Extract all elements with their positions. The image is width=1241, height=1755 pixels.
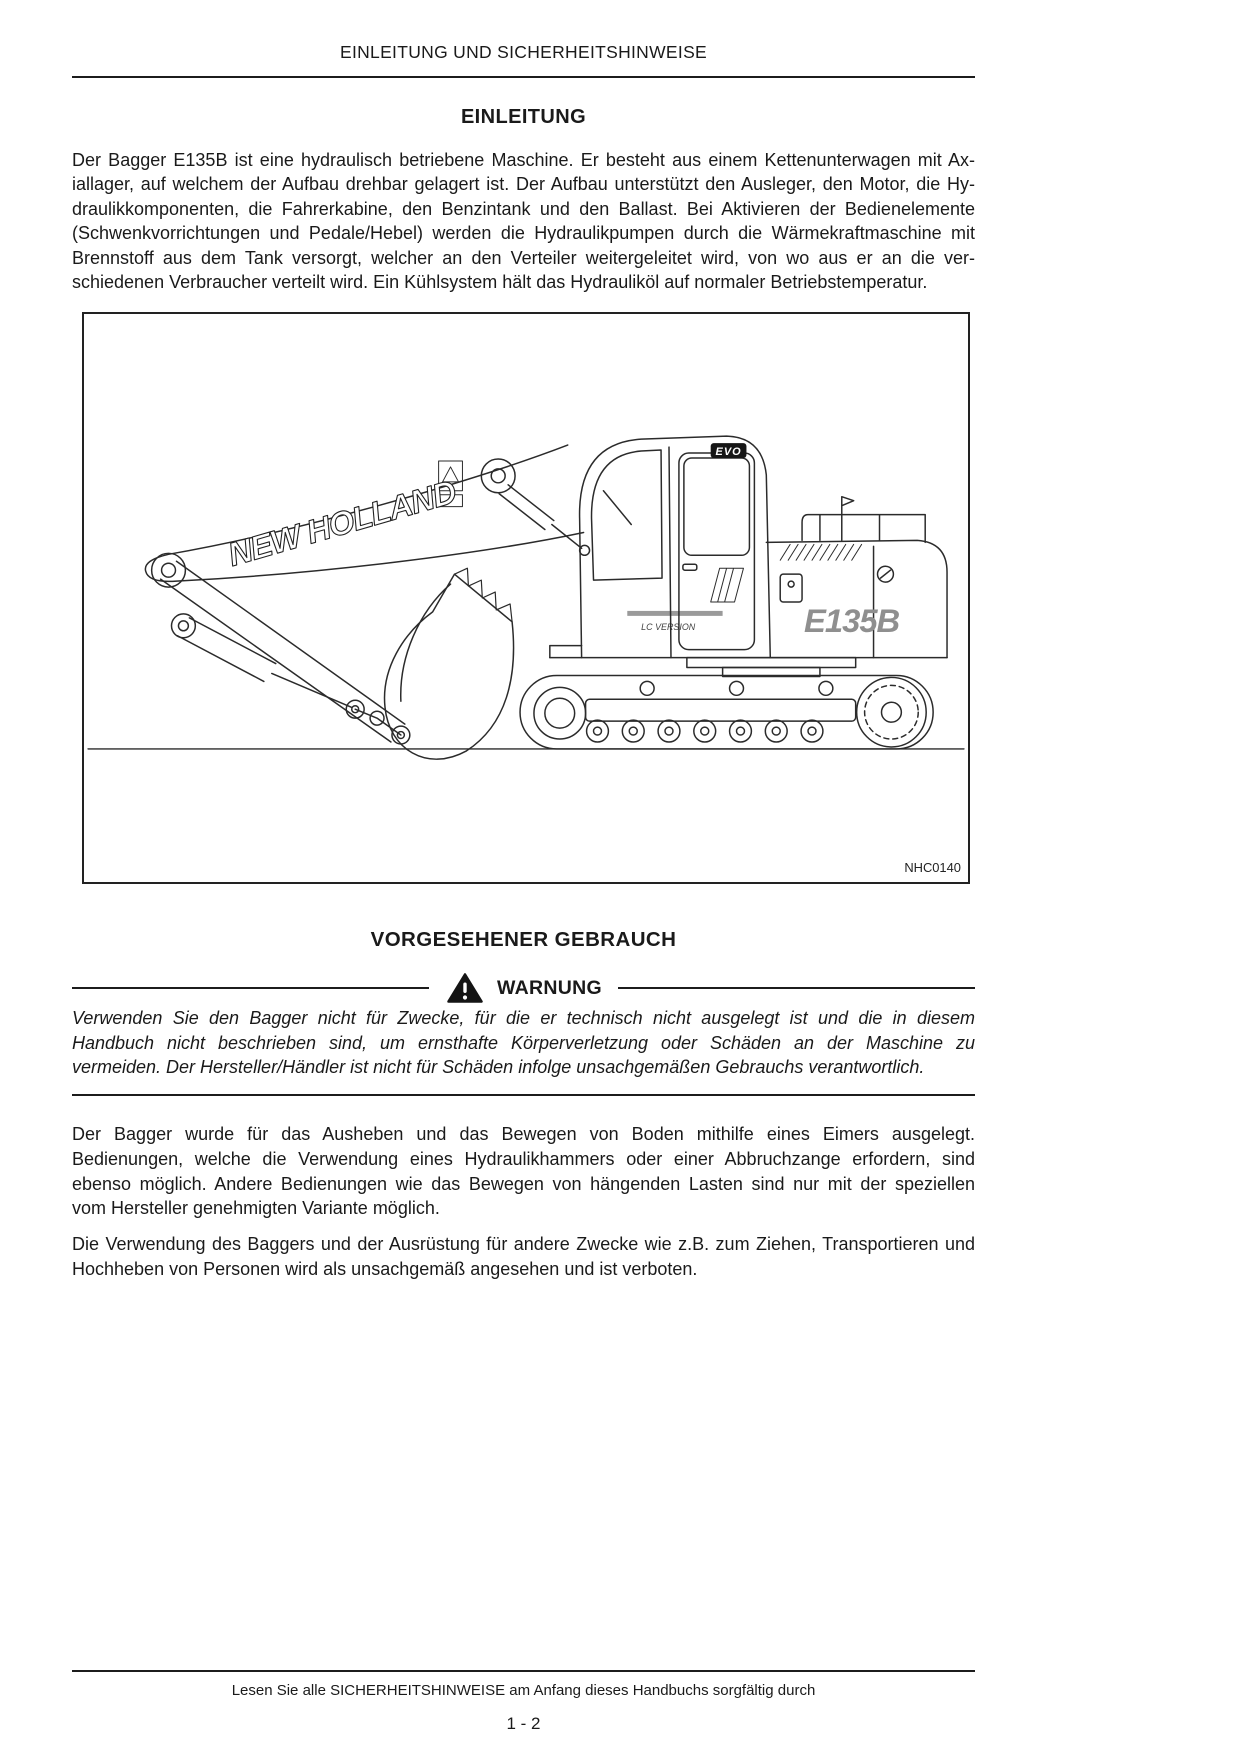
warning-header [72, 972, 975, 1004]
footer-note: Lesen Sie alle SICHERHEITSHINWEISE am Anfang dieses Handbuchs sorgfältig durch [231, 1682, 816, 1699]
section-title-einleitung: EINLEITUNG [460, 106, 587, 128]
text-line: Brennstoff aus dem Tank versorgt, welcher an den Verteiler weitergeleitet wird, von wo aus er an die ver- [72, 247, 975, 268]
boom-brand-label: NEW HOLLAND [223, 472, 460, 573]
text-line: schiedenen Verbraucher verteilt wird. Ein Kühlsystem hält das Hydrauliköl auf normaler Betriebstemperatur. [72, 272, 928, 293]
text-line: Die Verwendung des Baggers und der Ausrüstung für andere Zwecke wie z.B. zum Ziehen, Transportieren und [72, 1234, 975, 1254]
warning-icon [447, 972, 483, 1004]
usage-paragraph-1 [72, 1122, 975, 1221]
text-line: (Schwenkvorrichtungen und Pedale/Hebel) werden die Hydraulikpumpen durch die Wärmekraftmaschine mit [72, 223, 975, 244]
arm [152, 553, 410, 744]
text-line: vermeiden. Der Hersteller/Händler ist nicht für Schäden infolge unsachgemäßen Gebrauchs verantwortlich. [72, 1057, 925, 1078]
text-line: vom Hersteller genehmigten Variante möglich. [72, 1198, 440, 1219]
warning-bottom-divider [72, 1094, 975, 1096]
text-line: Bedienungen, welche die Verwendung eines Hydraulikhammers oder einer Abbruchzange erfordern, sind [72, 1148, 975, 1169]
warning-paragraph [72, 1006, 975, 1080]
intro-paragraph [72, 148, 975, 294]
boom-cylinder [499, 485, 581, 549]
text-line: Der Bagger wurde für das Ausheben und das Bewegen von Boden mithilfe eines Eimers ausgelegt. [72, 1124, 975, 1144]
air-intake [842, 497, 854, 541]
bucket [385, 568, 514, 759]
footer-divider [72, 1670, 975, 1672]
header-divider [72, 76, 975, 78]
text-line: Der Bagger E135B ist eine hydraulisch betriebene Maschine. Er besteht aus einem Kettenunterwagen mit Ax- [72, 150, 975, 170]
usage-paragraph-2 [72, 1232, 975, 1282]
text-line: ebenso möglich. Andere Bedienungen wie das Bewegen von hängenden Lasten sind nur mit der speziellen [72, 1173, 975, 1194]
section-title-gebrauch: VORGESEHENER GEBRAUCH [370, 928, 677, 951]
bucket-cylinder [177, 618, 351, 707]
page-number: 1 - 2 [506, 1714, 541, 1733]
tracks [520, 675, 933, 748]
text-line: draulikkomponenten, die Fahrerkabine, den Benzintank und den Ballast. Bei Aktivieren der Bedienelemente [72, 198, 975, 219]
service-door [780, 574, 802, 602]
text-line: Handbuch nicht beschrieben sind, um ernsthafte Körperverletzung oder Schäden an der Maschine zu [72, 1032, 975, 1053]
figure-code: NHC0140 [904, 860, 961, 876]
warning-divider-right [618, 987, 975, 989]
model-logo: E135B [804, 601, 900, 639]
text-line: Verwenden Sie den Bagger nicht für Zwecke, für die er technisch nicht ausgelegt ist und die in diesem [72, 1008, 975, 1028]
warning-divider-left [72, 987, 429, 989]
evo-badge-label: EVO [715, 446, 742, 459]
figure-box [82, 312, 970, 884]
swing-bearing [687, 658, 856, 677]
running-header: EINLEITUNG UND SICHERHEITSHINWEISE [339, 42, 708, 62]
excavator-line-drawing [84, 314, 968, 882]
warning-label: WARNUNG [497, 976, 603, 999]
text-line: iallager, auf welchem der Aufbau drehbar gelagert ist. Der Aufbau unterstützt den Ausleger, den Motor, die Hy- [72, 174, 975, 195]
text-line: Hochheben von Personen wird als unsachgemäß angesehen und ist verboten. [72, 1258, 698, 1279]
version-label: LC VERSION [641, 621, 696, 632]
wiper [603, 491, 631, 525]
page-content [72, 0, 975, 1755]
